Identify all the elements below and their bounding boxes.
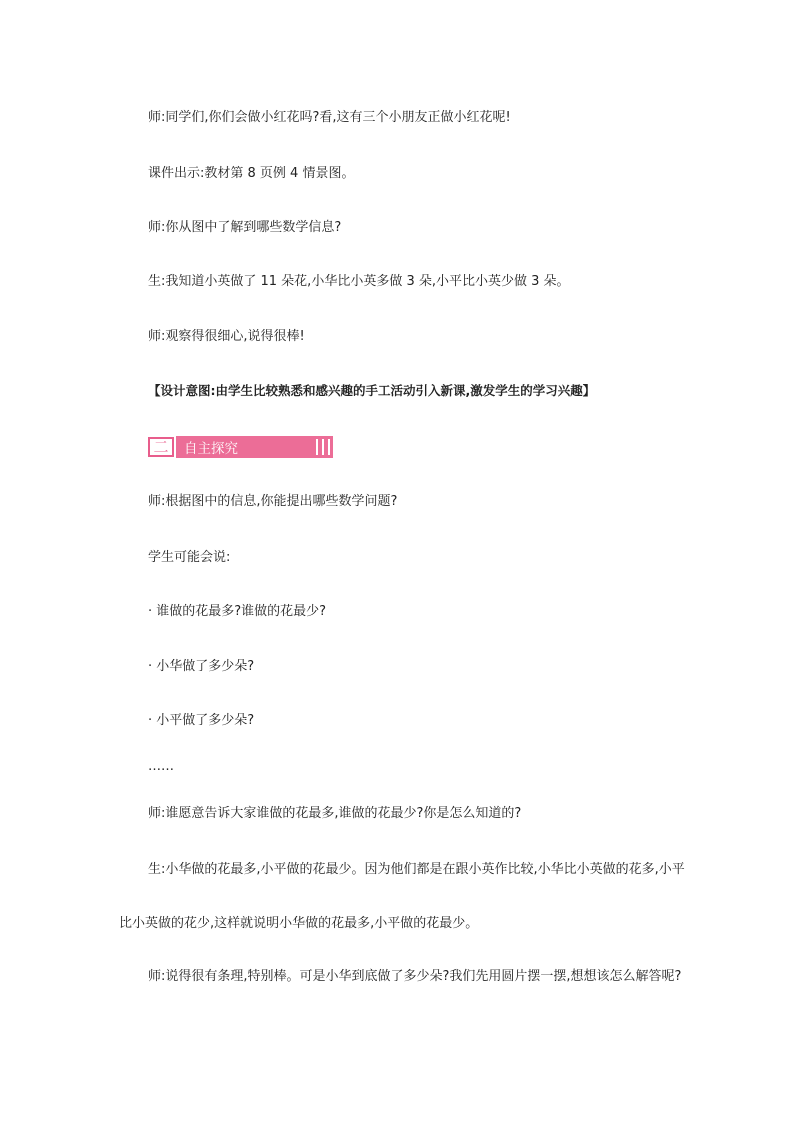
list-item: · 小华做了多少朵? (148, 659, 255, 674)
design-intent-note: 【设计意图:由学生比较熟悉和感兴趣的手工活动引入新课,激发学生的学习兴趣】 (148, 383, 596, 398)
teacher-question-line: 师:你从图中了解到哪些数学信息? (148, 220, 342, 235)
courseware-line: 课件出示:教材第 8 页例 4 情景图。 (148, 166, 355, 181)
teacher-praise-line: 师:观察得很细心,说得很棒! (148, 329, 305, 344)
list-item: · 小平做了多少朵? (148, 713, 255, 728)
student-answer-line: 生:我知道小英做了 11 朵花,小华比小英多做 3 朵,小平比小英少做 3 朵。 (148, 274, 570, 289)
teacher-intro-line: 师:同学们,你们会做小红花吗?看,这有三个小朋友正做小红花呢! (148, 110, 511, 125)
ellipsis-line: …… (148, 759, 174, 774)
students-may-say-line: 学生可能会说: (148, 550, 231, 565)
section-title-bar (176, 436, 333, 458)
teacher-followup-line: 师:谁愿意告诉大家谁做的花最多,谁做的花最少?你是怎么知道的? (148, 806, 522, 821)
list-item: · 谁做的花最多?谁做的花最少? (148, 604, 327, 619)
decorative-stripes (316, 439, 330, 455)
section-number-badge: 二 (148, 437, 174, 457)
teacher-closing-paragraph: 师:说得很有条理,特别棒。可是小华到底做了多少朵?我们先用圆片摆一摆,想想该怎么解答呢? (148, 969, 682, 984)
section-title: 自主探究 (184, 441, 238, 457)
section-header (148, 436, 333, 458)
teacher-prompt-line: 师:根据图中的信息,你能提出哪些数学问题? (148, 494, 398, 509)
student-explanation-paragraph: 生:小华做的花最多,小平做的花最少。因为他们都是在跟小英作比较,小华比小英做的花多,小平比小英做的花少,这样就说明小华做的花最多,小平做的花最少。 (119, 862, 685, 931)
